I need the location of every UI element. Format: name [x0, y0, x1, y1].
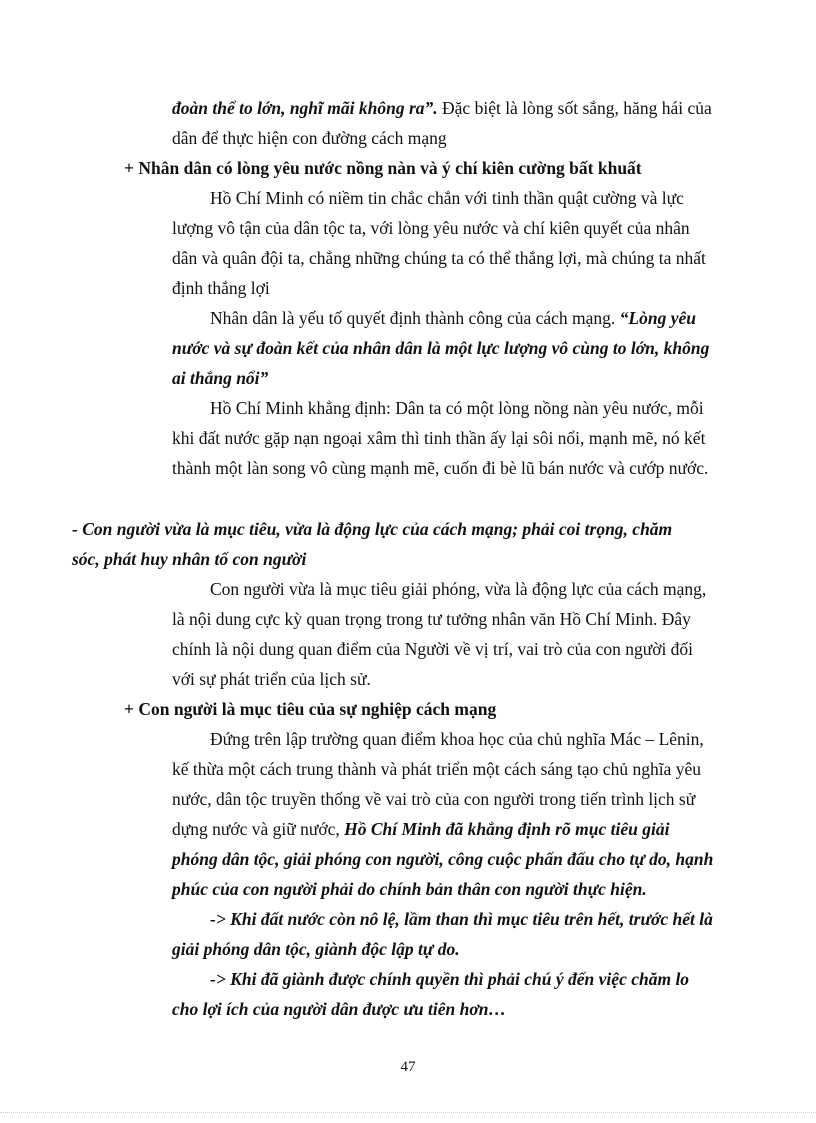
arrow-point: cho lợi ích của người dân được ưu tiên hơn… — [172, 999, 506, 1019]
text-line — [210, 307, 696, 329]
text-fragment: Nhân dân là yếu tố quyết định thành công của cách mạng. — [210, 308, 620, 328]
text-fragment: dựng nước và giữ nước, — [172, 819, 345, 839]
text-line: chính là nội dung quan điểm của Người về vị trí, vai trò của con người đối — [172, 639, 694, 659]
text-line: Hồ Chí Minh khẳng định: Dân ta có một lòng nồng nàn yêu nước, mỗi — [210, 398, 704, 418]
text-line: định thắng lợi — [172, 278, 270, 298]
text-line: nước, dân tộc truyền thống về vai trò của con người trong tiến trình lịch sử — [172, 789, 696, 809]
text-line — [172, 97, 712, 119]
emphasis-fragment: Hồ Chí Minh đã khẳng định rõ mục tiêu giải — [344, 819, 670, 839]
quote-line: ai thắng nổi” — [172, 368, 269, 388]
text-line: là nội dung cực kỳ quan trọng trong tư tưởng nhân văn Hồ Chí Minh. Đây — [172, 609, 691, 629]
text-fragment: Đặc biệt là lòng sốt sắng, hăng hái của — [437, 98, 712, 118]
text-line: dân để thực hiện con đường cách mạng — [172, 128, 447, 148]
text-line: khi đất nước gặp nạn ngoại xâm thì tinh thần ấy lại sôi nổi, mạnh mẽ, nó kết — [172, 428, 706, 448]
text-line: với sự phát triển của lịch sử. — [172, 669, 371, 689]
emphasis-line: phóng dân tộc, giải phóng con người, công cuộc phấn đấu cho tự do, hạnh — [172, 849, 714, 869]
text-line: dân và quân đội ta, chẳng những chúng ta có thể thắng lợi, mà chúng ta nhất — [172, 248, 706, 268]
quote-line: nước và sự đoàn kết của nhân dân là một lực lượng vô cùng to lớn, không — [172, 338, 710, 358]
section-heading: - Con người vừa là mục tiêu, vừa là động lực của cách mạng; phải coi trọng, chăm — [72, 519, 673, 539]
quote-fragment: “Lòng yêu — [619, 308, 696, 328]
page-bottom-divider — [0, 1112, 816, 1113]
page-number: 47 — [400, 1059, 416, 1075]
text-line: lượng vô tận của dân tộc ta, với lòng yêu nước và chí kiên quyết của nhân — [172, 218, 690, 238]
text-line: kế thừa một cách trung thành và phát triển một cách sáng tạo chủ nghĩa yêu — [172, 759, 701, 779]
emphasis-line: phúc của con người phải do chính bản thân con người thực hiện. — [172, 879, 647, 899]
subheading: + Con người là mục tiêu của sự nghiệp cách mạng — [124, 699, 497, 719]
text-line: thành một làn song vô cùng mạnh mẽ, cuốn đi bè lũ bán nước và cướp nước. — [172, 458, 709, 478]
arrow-point: -> Khi đất nước còn nô lệ, lầm than thì mục tiêu trên hết, trước hết là — [210, 909, 713, 929]
quote-fragment: đoàn thể to lớn, nghĩ mãi không ra”. — [172, 98, 438, 118]
arrow-point: -> Khi đã giành được chính quyền thì phải chú ý đến việc chăm lo — [210, 969, 690, 989]
section-heading: sóc, phát huy nhân tố con người — [72, 549, 307, 569]
text-line — [172, 818, 669, 840]
text-line: Hồ Chí Minh có niềm tin chắc chắn với tinh thần quật cường và lực — [210, 188, 684, 208]
text-line: Con người vừa là mục tiêu giải phóng, vừa là động lực của cách mạng, — [210, 579, 707, 599]
text-line: Đứng trên lập trường quan điểm khoa học của chủ nghĩa Mác – Lênin, — [210, 729, 704, 749]
arrow-point: giải phóng dân tộc, giành độc lập tự do. — [172, 939, 460, 959]
subheading: + Nhân dân có lòng yêu nước nồng nàn và ý chí kiên cường bất khuất — [124, 158, 642, 178]
